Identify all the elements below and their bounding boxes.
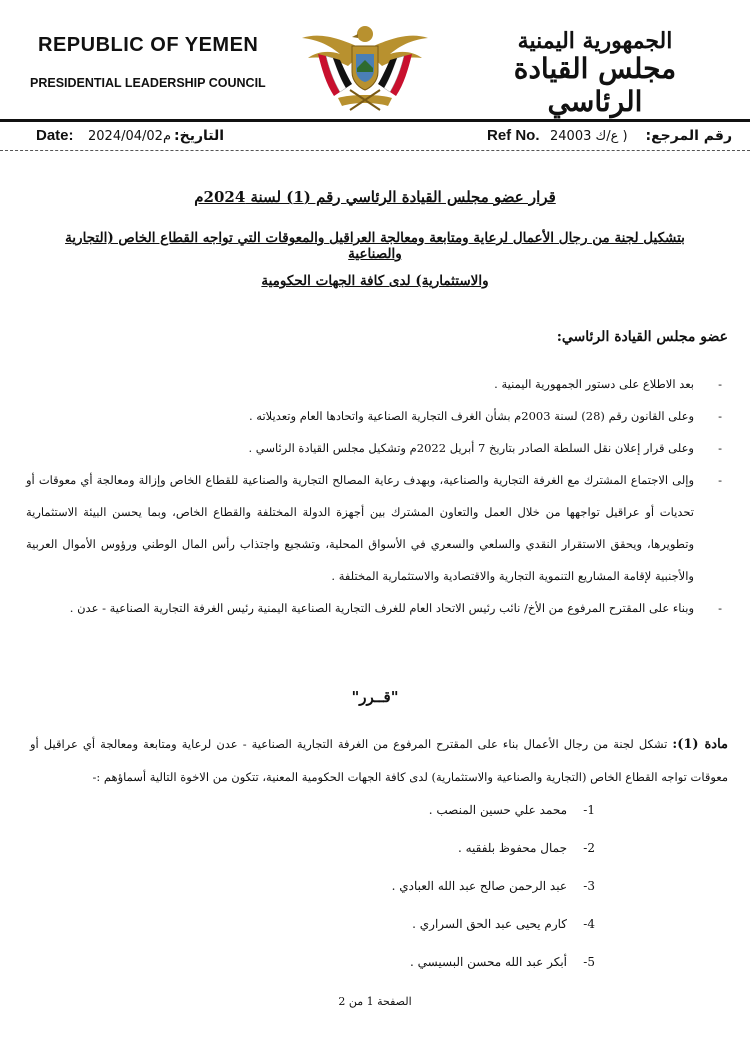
preamble-item: - وعلى القانون رقم (28) لسنة 2003م بشأن الغرف التجارية الصناعية واتحادها العام وتعديلاته . <box>248 409 722 423</box>
list-item: 1- محمد علي حسين المنصب . <box>428 803 595 817</box>
arabic-letterhead <box>480 28 710 118</box>
decree-subject-line-2: والاستثمارية) لدى كافة الجهات الحكومية <box>261 273 489 289</box>
decision-heading: "قــرر" <box>351 688 399 706</box>
decree-title: قرار عضو مجلس القيادة الرئاسي رقم (1) لسنة 2024م <box>194 188 556 206</box>
committee-members-list <box>392 796 595 986</box>
date-label: Date: <box>36 127 74 144</box>
article-1-label: مادة (1): <box>672 737 729 752</box>
list-item: 5- أبكر عبد الله محسن البسيسي . <box>410 955 595 969</box>
article-1-text: تشكل لجنة من رجال الأعمال بناء على المقترح المرفوع من الغرفة التجارية الصناعية - عدن لرعاية ومتابعة ومعالجة أي عراقيل أو معوقات تواجه القطاع الخاص (التجارية والصناعية والاستثمارية) لدى كافة الجهات الحكومية المعنية، تتكون من الاخوة التالية أسماؤهم :- <box>30 737 728 784</box>
english-council-name: PRESIDENTIAL LEADERSHIP COUNCIL <box>30 76 266 90</box>
page-number: الصفحة 1 من 2 <box>338 995 412 1008</box>
preamble-list <box>26 368 722 624</box>
issuer-intro: عضو مجلس القيادة الرئاسي: <box>556 329 728 345</box>
article-1 <box>30 728 728 793</box>
list-item: 2- جمال محفوظ بلفقيه . <box>457 841 595 855</box>
list-item: 4- كارم يحيى عبد الحق السراري . <box>412 917 595 931</box>
reference-number-label: Ref No. <box>487 127 540 144</box>
decree-subject-line-1: بتشكيل لجنة من رجال الأعمال لرعاية ومتابعة ومعالجة العراقيل والمعوقات التي تواجه القطاع الخاص (التجارية والصناعية <box>65 230 685 262</box>
reference-divider <box>0 150 750 151</box>
preamble-item: - وإلى الاجتماع المشترك مع الغرفة التجارية والصناعية، وبهدف رعاية المصالح التجارية والصناعية للقطاع الخاص وإزالة ومعالجة أي معوقات أو تحديات أو عراقيل تواجهها من خلال العمل والتعاون المشترك بين أجهزة الدولة المختلفة والقطاع الخاص، وبما يحسن البيئة الاستثمارية وتطويرها، ويحقق الاستقرار النقدي والسلعي والسعري في الأسواق المحلية، وتشجيع واجتذاب رأس المال الوطني ورؤوس الأموال العربية والأجنبية لإقامة المشاريع التنموية التجارية والاقتصادية والاستثمارية المختلفة . <box>26 473 722 583</box>
arabic-country-name: الجمهورية اليمنية <box>517 28 673 54</box>
arabic-council-name: مجلس القيادة الرئاسي <box>513 52 677 118</box>
reference-number-value: ( ع/ك 24003 <box>550 129 628 144</box>
preamble-item: - وعلى قرار إعلان نقل السلطة الصادر بتاريخ 7 أبريل 2022م وتشكيل مجلس القيادة الرئاسي . <box>248 441 722 455</box>
list-item: 3- عبد الرحمن صالح عبد الله العبادي . <box>391 879 595 893</box>
date-label-arabic: التاريخ: <box>174 128 225 144</box>
english-country-name: REPUBLIC OF YEMEN <box>38 34 259 56</box>
header-divider <box>0 119 750 122</box>
preamble-item: - وبناء على المقترح المرفوع من الأخ/ نائب رئيس الاتحاد العام للغرف التجارية الصناعية اليمنية رئيس الغرفة التجارية الصناعية - عدن . <box>69 601 722 615</box>
date-value: 2024/04/02م <box>88 129 171 144</box>
letterhead <box>0 0 750 120</box>
preamble-item: - بعد الاطلاع على دستور الجمهورية اليمنية . <box>494 377 722 391</box>
reference-number-label-arabic: رقم المرجع: <box>645 128 732 144</box>
reference-line <box>0 126 750 148</box>
yemen-eagle-emblem-icon <box>300 20 430 115</box>
